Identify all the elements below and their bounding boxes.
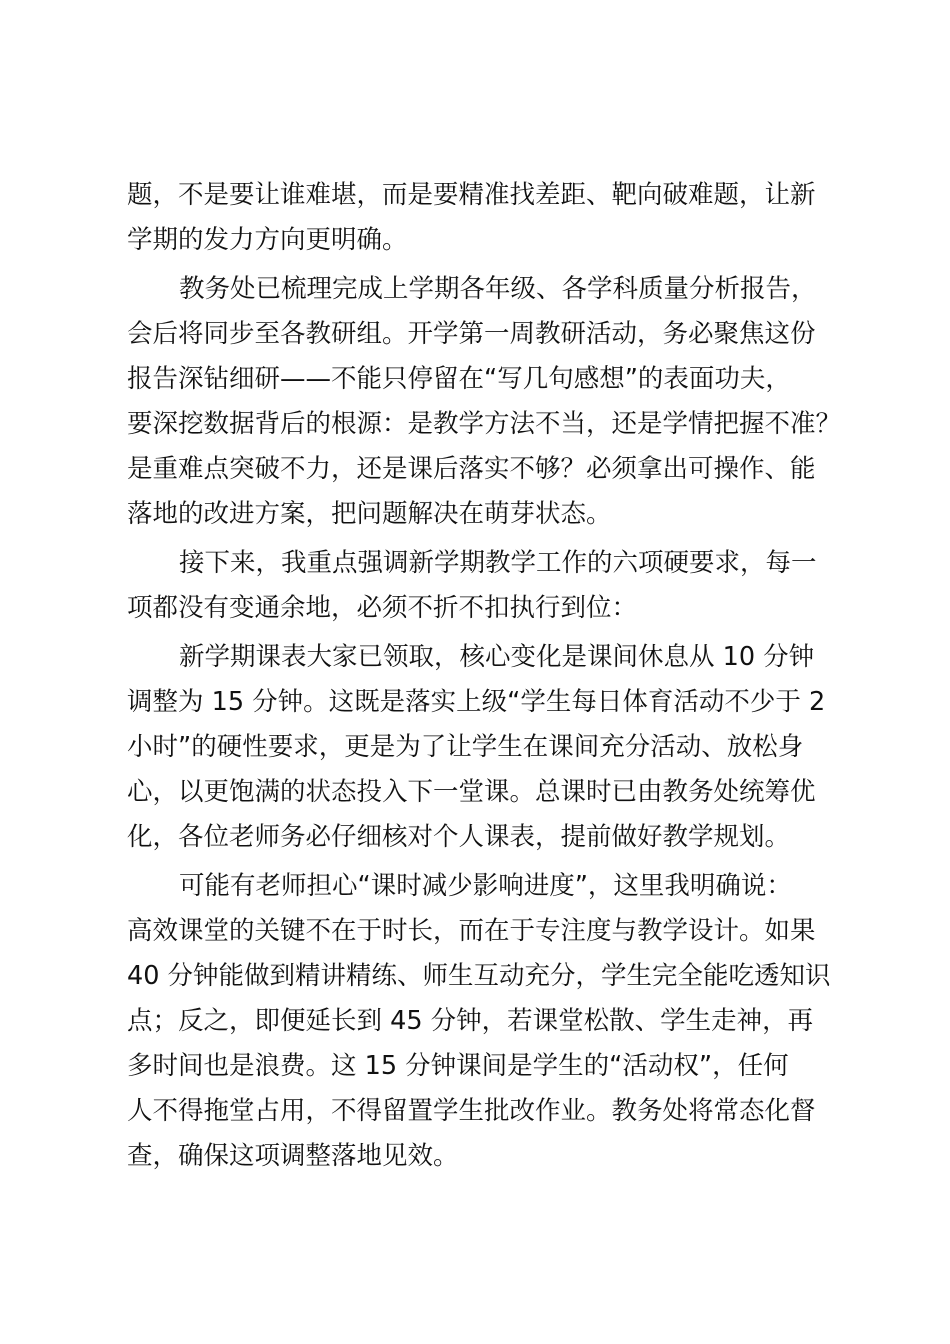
- paragraph-line: 报告深钻细研——不能只停留在“写几句感想”的表面功夫，: [127, 364, 791, 394]
- paragraph-line: 落地的改进方案，把问题解决在萌芽状态。: [127, 499, 612, 529]
- paragraph-line: 多时间也是浪费。这 15 分钟课间是学生的“活动权”，任何: [127, 1051, 789, 1081]
- paragraph-first-line: 接下来，我重点强调新学期教学工作的六项硬要求，每一: [179, 548, 817, 578]
- paragraph-line: 高效课堂的关键不在于时长，而在于专注度与教学设计。如果: [127, 916, 816, 946]
- paragraph-line: 题，不是要让谁难堪，而是要精准找差距、靶向破难题，让新: [127, 180, 816, 210]
- paragraph-2: [127, 267, 857, 537]
- paragraph-line: 小时”的硬性要求，更是为了让学生在课间充分活动、放松身: [127, 732, 804, 762]
- paragraph-line: 40 分钟能做到精讲精练、师生互动充分，学生完全能吃透知识: [127, 961, 831, 991]
- paragraph-first-line: 可能有老师担心“课时减少影响进度”，这里我明确说：: [179, 871, 792, 901]
- paragraph-line: 是重难点突破不力，还是课后落实不够？必须拿出可操作、能: [127, 454, 816, 484]
- paragraph-first-line: 教务处已梳理完成上学期各年级、各学科质量分析报告，: [179, 274, 817, 304]
- paragraph-line: 项都没有变通余地，必须不折不扣执行到位：: [127, 593, 638, 623]
- paragraph-4: [127, 635, 857, 860]
- paragraph-line: 点；反之，即便延长到 45 分钟，若课堂松散、学生走神，再: [127, 1006, 814, 1036]
- paragraph-line: 要深挖数据背后的根源：是教学方法不当，还是学情把握不准？: [127, 409, 842, 439]
- paragraph-line: 心，以更饱满的状态投入下一堂课。总课时已由教务处统筹优: [127, 777, 816, 807]
- paragraph-3: [127, 541, 857, 631]
- paragraph-line: 调整为 15 分钟。这既是落实上级“学生每日体育活动不少于 2: [127, 687, 826, 717]
- paragraph-line: 查，确保这项调整落地见效。: [127, 1141, 459, 1171]
- paragraph-line: 人不得拖堂占用，不得留置学生批改作业。教务处将常态化督: [127, 1096, 816, 1126]
- paragraph-5: [127, 864, 857, 1179]
- paragraph-line: 化，各位老师务必仔细核对个人课表，提前做好教学规划。: [127, 822, 791, 852]
- paragraph-line: 学期的发力方向更明确。: [127, 225, 408, 255]
- paragraph-1: [127, 173, 857, 263]
- document-body: [127, 173, 857, 1179]
- paragraph-first-line: 新学期课表大家已领取，核心变化是课间休息从 10 分钟: [179, 642, 815, 672]
- paragraph-line: 会后将同步至各教研组。开学第一周教研活动，务必聚焦这份: [127, 319, 816, 349]
